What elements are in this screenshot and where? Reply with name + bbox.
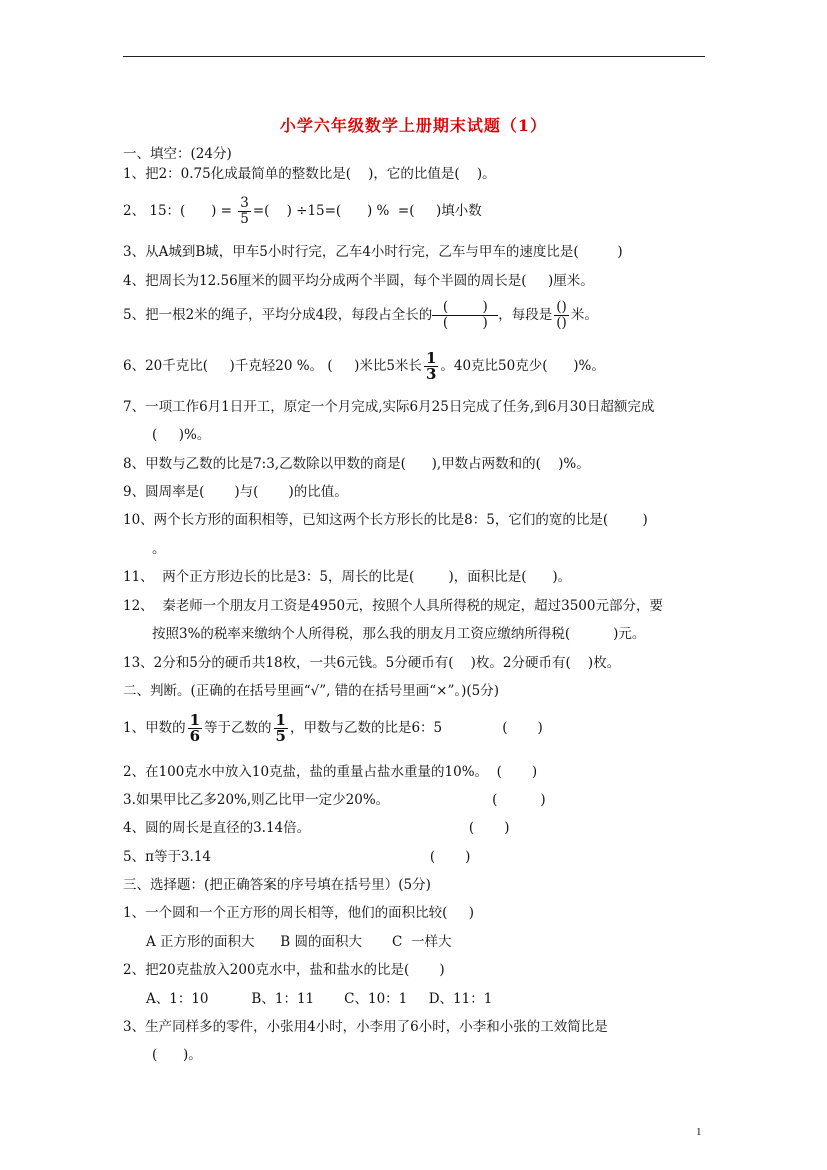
question-1-9: 9、圆周率是( )与( )的比值。 (123, 484, 348, 500)
page-number: 1 (696, 1126, 702, 1138)
fraction: $\frac{3}{5}$ (240, 195, 249, 227)
question-1-3: 3、从A城到B城，甲车5小时行完，乙车4小时行完，乙车与甲车的速度比是( ) (123, 244, 623, 260)
question-1-12: 12、 秦老师一个朋友月工资是4950元，按照个人具所得税的规定，超过3500元部分，要 (123, 598, 663, 614)
question-2-4: 4、圆的周长是直径的3.14倍。 ( ) (123, 820, 510, 836)
fraction: $\frac{1}{5}$ (275, 711, 286, 745)
question-1-10: 10、两个长方形的面积相等，已知这两个长方形长的比是8：5，它们的宽的比是( ) (123, 512, 648, 528)
question-3-1-options: A 正方形的面积大 B 圆的面积大 C 一样大 (146, 934, 452, 950)
question-2-5: 5、π等于3.14 ( ) (123, 849, 471, 865)
question-1-13: 13、2分和5分的硬币共18枚，一共6元钱。5分硬币有( )枚。2分硬币有( )枚。 (123, 655, 621, 671)
question-2-3: 3.如果甲比乙多20%,则乙比甲一定少20%。 ( ) (123, 792, 546, 808)
question-3-3-cont: ( )。 (152, 1047, 202, 1063)
fraction: $\frac{1}{6}$ (189, 711, 201, 745)
question-1-12-cont: 按照3%的税率来缴纳个人所得税，那么我的朋友月工资应缴纳所得税( )元。 (152, 626, 646, 642)
question-1-5: 5、把一根2米的绳子，平均分成4段，每段占全长的 $\frac{( )}{( )}$，每段是 $\frac{()}{()}$ 米。 (123, 299, 598, 331)
question-3-3: 3、生产同样多的零件，小张用4小时，小李用了6小时，小李和小张的工效简比是 (123, 1019, 608, 1035)
blank-fraction-small: $\frac{()}{()}$ (556, 299, 567, 331)
blank-fraction: $\frac{( )}{( )}$ (432, 300, 498, 331)
page-title: 小学六年级数学上册期末试题（1） (279, 116, 548, 135)
question-2-1: 1、甲数的 $\frac{1}{6}$ 等于乙数的 $\frac{1}{5}$ ，甲数与乙数的比是6：5 ( ) (123, 711, 543, 745)
section-choice: 三、选择题：(把正确答案的序号填在括号里）(5分) (123, 877, 431, 893)
header-rule (123, 56, 705, 57)
question-1-1: 1、把2：0.75化成最简单的整数比是( )，它的比值是( )。 (123, 166, 496, 182)
question-1-7: 7、一项工作6月1日开工，原定一个月完成,实际6月25日完成了任务,到6月30日超额完成 (123, 399, 655, 415)
section-fill-in: 一、填空：(24分) (123, 146, 232, 162)
question-1-2: 2、 15：( ) = $\frac{3}{5}$ =( ) ÷15=( ) % =( )填小数 (123, 195, 482, 227)
section-judgement: 二、判断。(正确的在括号里画“√”, 错的在括号里画“×”。)(5分) (123, 683, 500, 699)
question-1-10-cont: 。 (152, 541, 166, 557)
question-1-8: 8、甲数与乙数的比是7:3,乙数除以甲数的商是( ),甲数占两数和的( )%。 (123, 456, 590, 472)
question-3-1: 1、一个圆和一个正方形的周长相等，他们的面积比较( ) (123, 905, 475, 921)
question-1-11: 11、 两个正方形边长的比是3：5，周长的比是( )，面积比是( )。 (123, 569, 572, 585)
fraction: $\frac{1}{3}$ (425, 349, 437, 383)
question-1-7-cont: ( )%。 (152, 427, 211, 443)
question-3-2-options: A、1：10 B、1：11 C、10：1 D、11：1 (146, 991, 493, 1007)
question-1-4: 4、把周长为12.56厘米的圆平均分成两个半圆，每个半圆的周长是( )厘米。 (123, 273, 594, 289)
question-3-2: 2、把20克盐放入200克水中，盐和盐水的比是( ) (123, 962, 445, 978)
question-1-6: 6、20千克比( )千克轻20 %。 ( )米比5米长 $\frac{1}{3}$ 。40克比50克少( )%。 (123, 349, 605, 383)
question-2-2: 2、在100克水中放入10克盐，盐的重量占盐水重量的10%。 ( ) (123, 764, 538, 780)
